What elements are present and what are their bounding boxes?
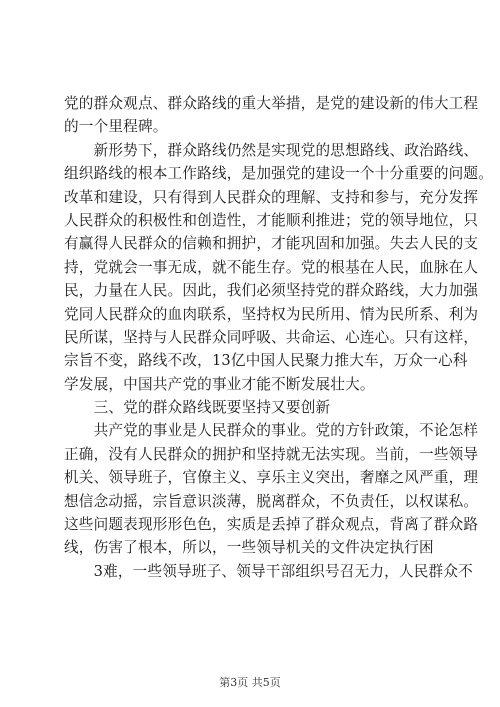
text-line: 学发展，中国共产党的事业才能不断发展壮大。	[64, 375, 375, 393]
document-body	[64, 92, 494, 583]
text-line: 党的群众观点、群众路线的重大举措，是党的建设新的伟大工程	[64, 95, 479, 112]
text-line: 线，伤害了根本，所以，一些领导机关的文件决定执行困	[64, 539, 434, 557]
text-line: 民，力量在人民。因此，我们必须坚持党的群众路线，大力加强	[64, 282, 479, 300]
text-line: 这些问题表现形形色色，实质是丢掉了群众观点，背离了群众路	[64, 516, 479, 534]
text-line: 人民群众的积极性和创造性，才能顺利推进；党的领导地位，只	[64, 211, 479, 229]
text-line: 机关、领导班子，官僚主义、享乐主义突出，奢靡之风严重，理	[64, 469, 479, 487]
text-line: 想信念动摇，宗旨意识淡薄，脱离群众，不负责任，以权谋私。	[64, 492, 479, 510]
text-line: 组织路线的根本工作路线，是加强党的建设一个十分重要的问题。	[64, 165, 494, 183]
text-line: 有赢得人民群众的信赖和拥护，才能巩固和加强。失去人民的支	[64, 235, 479, 253]
section-heading: 三、党的群众路线既要坚持又要创新	[64, 399, 331, 417]
text-line: 改革和建设，只有得到人民群众的理解、支持和参与，充分发挥	[64, 188, 479, 206]
text-line: 持，党就会一事无成，就不能生存。党的根基在人民，血脉在人	[64, 258, 479, 276]
text-line: 新形势下，群众路线仍然是实现党的思想路线、政治路线、	[64, 141, 479, 159]
text-line: 宗旨不变，路线不改，13亿中国人民聚力推大车，万众一心科	[64, 352, 468, 370]
page-number: 第3页 共5页	[219, 676, 281, 689]
text-line: 的一个里程碑。	[64, 118, 168, 136]
text-line: 正确，没有人民群众的拥护和坚持就无法实现。当前，一些领导	[64, 445, 479, 463]
text-line: 共产党的事业是人民群众的事业。党的方针政策，不论怎样	[64, 422, 479, 440]
text-line: 3难，一些领导班子、领导干部组织号召无力，人民群众不	[64, 562, 473, 580]
text-line: 民所谋，坚持与人民群众同呼吸、共命运、心连心。只有这样，	[64, 328, 479, 346]
text-line: 党同人民群众的血肉联系，坚持权为民所用、情为民所系、利为	[64, 305, 479, 323]
